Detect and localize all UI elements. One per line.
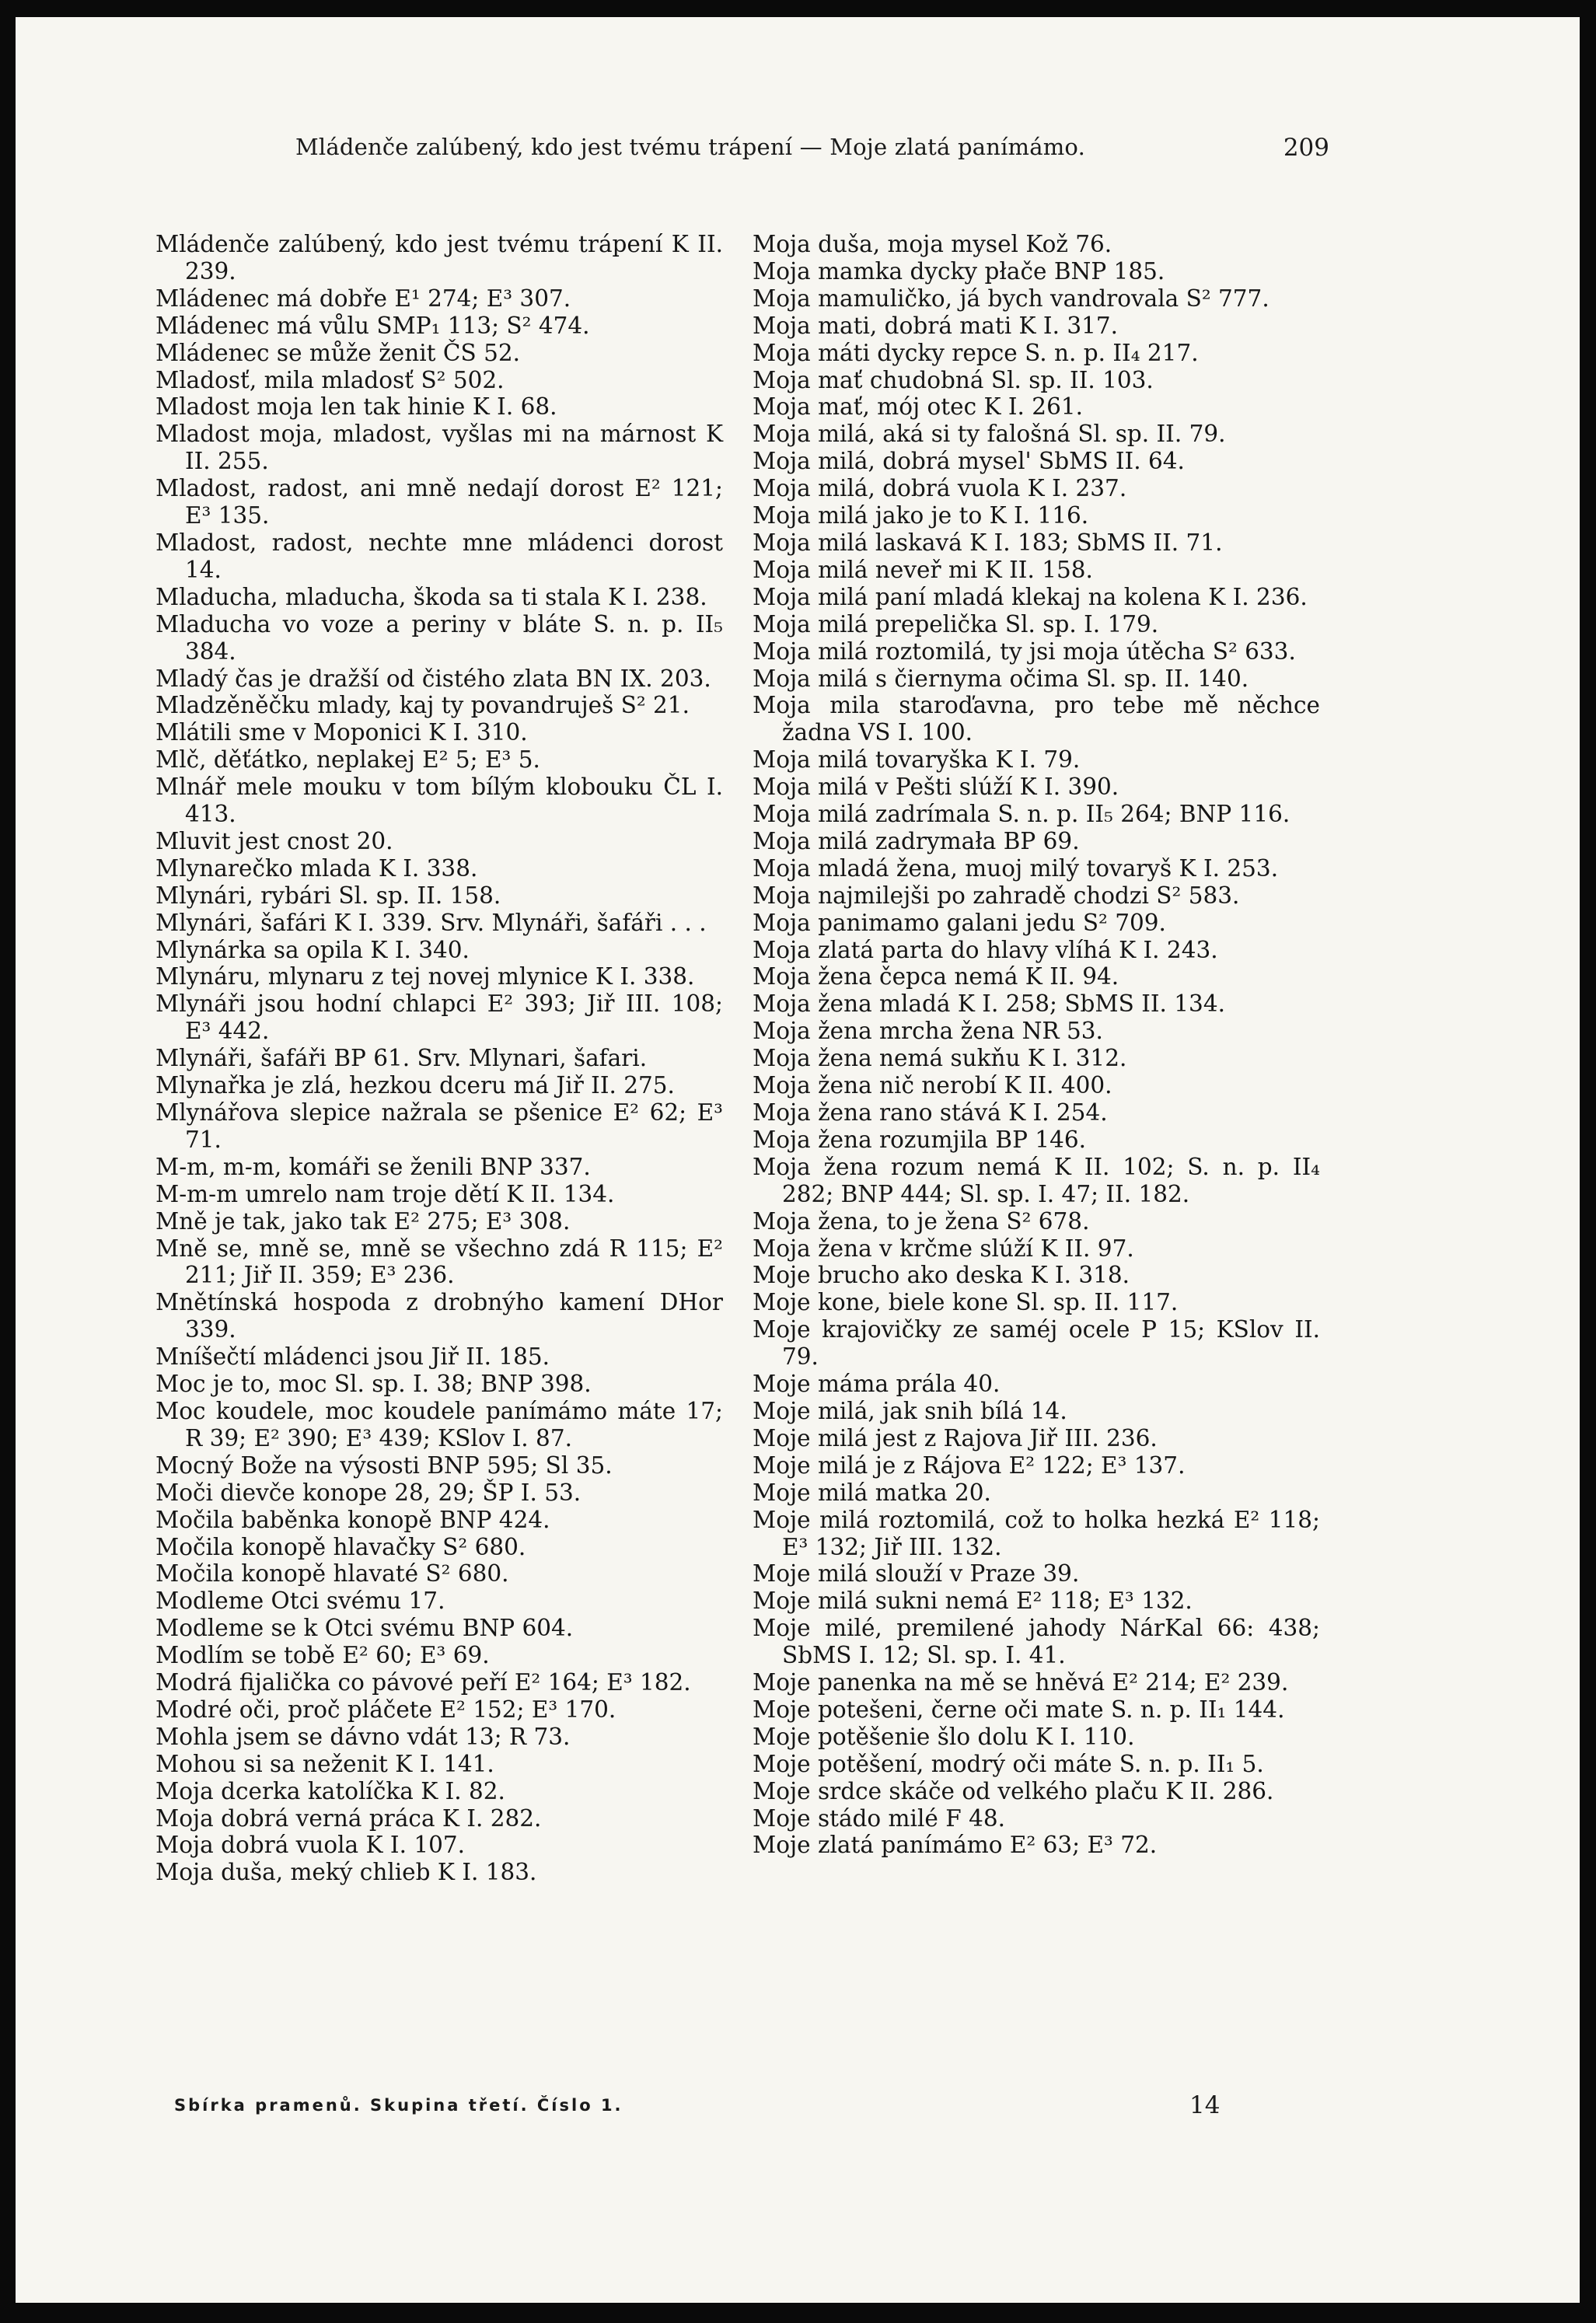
index-entry: Moja žena mrcha žena NR 53. xyxy=(753,1018,1103,1045)
index-entry: Moja máti dycky repce S. n. p. II₄ 217. xyxy=(753,339,1199,366)
index-entry: Moja žena nemá sukňu K I. 312. xyxy=(753,1045,1127,1072)
index-entry: Mladost moja, mladost, vyšlas mi na márnost K II. 255. xyxy=(155,421,723,475)
page-number: 209 xyxy=(1283,134,1329,162)
index-entry: Moje panenka na mě se hněvá E² 214; E² 239. xyxy=(753,1669,1289,1696)
index-entry: Moja žena čepca nemá K II. 94. xyxy=(753,963,1119,990)
index-entry: Moči dievče konope 28, 29; ŠP I. 53. xyxy=(155,1479,581,1506)
index-entry: Moja najmilejši po zahradě chodzi S² 583. xyxy=(753,882,1240,909)
index-entry: Mlynári, šafári K I. 339. Srv. Mlynáři, šafáři . . . xyxy=(155,909,707,936)
index-entry: Moja milá roztomilá, ty jsi moja útěcha S² 633. xyxy=(753,638,1296,665)
index-entry: Moc je to, moc Sl. sp. I. 38; BNP 398. xyxy=(155,1371,592,1398)
index-entry: Mladucha vo voze a periny v bláte S. n. p. II₅ 384. xyxy=(155,610,723,665)
index-entry: Moja dobrá vuola K I. 107. xyxy=(155,1832,466,1859)
index-entry: Modré oči, proč pláčete E² 152; E³ 170. xyxy=(155,1696,616,1723)
index-entry: Mohla jsem se dávno vdát 13; R 73. xyxy=(155,1723,571,1750)
index-entry: Mladost, radost, nechte mne mládenci dorost 14. xyxy=(155,529,723,583)
index-entry: Moja žena mladá K I. 258; SbMS II. 134. xyxy=(753,990,1225,1018)
index-entry: Moje kone, biele kone Sl. sp. II. 117. xyxy=(753,1289,1179,1316)
running-header: Mládenče zalúbený, kdo jest tvému trápení — Moje zlatá panímámo. xyxy=(295,134,1086,160)
index-entry: Moja milá tovaryška K I. 79. xyxy=(753,746,1081,774)
index-entry: Moje milá je z Rájova E² 122; E³ 137. xyxy=(753,1451,1186,1479)
index-entry: Modlím se tobě E² 60; E³ 69. xyxy=(155,1642,490,1669)
index-entry: Močila konopě hlavačky S² 680. xyxy=(155,1533,526,1560)
index-entry: Mlátili sme v Moponici K I. 310. xyxy=(155,719,528,746)
index-entry: Moje milá jest z Rajova Jiř III. 236. xyxy=(753,1424,1158,1451)
index-entry: Moja zlatá parta do hlavy vlíhá K I. 243. xyxy=(753,936,1218,963)
index-entry: Mlnář mele mouku v tom bílým klobouku ČL I. 413. xyxy=(155,774,723,828)
index-entry: Moja duša, moja mysel Kož 76. xyxy=(753,231,1112,257)
index-entry: Moje srdce skáče od velkého plaču K II. 286. xyxy=(753,1777,1274,1804)
index-entry: Moje milá sukni nemá E² 118; E³ 132. xyxy=(753,1588,1193,1615)
index-entry: Mocný Bože na výsosti BNP 595; Sl 35. xyxy=(155,1451,613,1479)
index-entry: Modrá fijalička co pávové peří E² 164; E³ 182. xyxy=(155,1669,691,1696)
page xyxy=(16,17,1580,2303)
index-entry: Mlynárka sa opila K I. 340. xyxy=(155,936,470,963)
index-entry: Modleme Otci svému 17. xyxy=(155,1588,445,1615)
index-entry: Mlynári, rybári Sl. sp. II. 158. xyxy=(155,882,501,909)
index-entry: Moja žena nič nerobí K II. 400. xyxy=(753,1072,1112,1099)
index-entry: Moja milá paní mladá klekaj na kolena K I. 236. xyxy=(753,583,1308,610)
index-entry: Mladost moja len tak hinie K I. 68. xyxy=(155,393,557,421)
index-entry: Moja žena rano stává K I. 254. xyxy=(753,1099,1108,1126)
index-entry: Mlynarečko mlada K I. 338. xyxy=(155,854,478,882)
index-entry: Moja milá s čiernyma očima Sl. sp. II. 140. xyxy=(753,665,1249,692)
index-entry: Moja milá, dobrá mysel' SbMS II. 64. xyxy=(753,448,1185,475)
index-entry: Moja mať, mój otec K I. 261. xyxy=(753,393,1083,421)
index-entry: Moja dobrá verná práca K I. 282. xyxy=(155,1804,542,1832)
index-entry: Mně se, mně se, mně se všechno zdá R 115; E² 211; Jiř II. 359; E³ 236. xyxy=(155,1235,723,1289)
index-entry: Moja žena v krčme slúží K II. 97. xyxy=(753,1235,1134,1262)
index-entry: Mladost, radost, ani mně nedají dorost E² 121; E³ 135. xyxy=(155,475,723,529)
index-entry: Mlynáru, mlynaru z tej novej mlynice K I. 338. xyxy=(155,963,695,990)
index-entry: Mlynářova slepice nažrala se pšenice E² 62; E³ 71. xyxy=(155,1099,723,1153)
index-entry: Mníšečtí mládenci jsou Jiř II. 185. xyxy=(155,1343,550,1371)
index-entry: Moja milá prepelička Sl. sp. I. 179. xyxy=(753,610,1159,638)
index-entry: Moja mať chudobná Sl. sp. II. 103. xyxy=(753,366,1154,393)
index-entry: Mladý čas je dražší od čistého zlata BN IX. 203. xyxy=(155,665,711,692)
index-entry: Moja mati, dobrá mati K I. 317. xyxy=(753,312,1119,339)
index-entry: Mládenec má vůlu SMP₁ 113; S² 474. xyxy=(155,312,590,339)
index-entry: Moje milá roztomilá, což to holka hezká E² 118; E³ 132; Jiř III. 132. xyxy=(753,1506,1320,1560)
index-entry: Mládenče zalúbený, kdo jest tvému trápení K II. 239. xyxy=(155,231,723,285)
footer-signature: 14 xyxy=(1189,2091,1221,2119)
index-entry: Moje zlatá panímámo E² 63; E³ 72. xyxy=(753,1832,1158,1859)
index-entry: Moja milá v Pešti slúží K I. 390. xyxy=(753,774,1119,801)
index-entry: Mohou si sa neženit K I. 141. xyxy=(155,1750,494,1777)
index-entry: Moc koudele, moc koudele panímámo máte 17; R 39; E² 390; E³ 439; KSlov I. 87. xyxy=(155,1397,723,1451)
index-entry: Moje brucho ako deska K I. 318. xyxy=(753,1262,1130,1289)
index-entry: M-m, m-m, komáři se ženili BNP 337. xyxy=(155,1153,591,1180)
right-column xyxy=(753,231,1320,1859)
index-entry: Moja dcerka katolíčka K I. 82. xyxy=(155,1777,505,1804)
index-entry: Moja žena, to je žena S² 678. xyxy=(753,1207,1090,1235)
index-entry: Moje milá, jak snih bílá 14. xyxy=(753,1397,1067,1424)
index-entry: Mladucha, mladucha, škoda sa ti stala K I. 238. xyxy=(155,583,707,610)
index-entry: Moje máma prála 40. xyxy=(753,1371,1001,1398)
index-entry: Moje milé, premilené jahody NárKal 66: 438; SbMS I. 12; Sl. sp. I. 41. xyxy=(753,1615,1320,1669)
index-entry: Moja mamka dycky płače BNP 185. xyxy=(753,257,1165,285)
index-entry: Močila baběnka konopě BNP 424. xyxy=(155,1506,550,1533)
index-entry: Modleme se k Otci svému BNP 604. xyxy=(155,1615,574,1642)
index-entry: Moje potěšení, modrý oči máte S. n. p. II₁ 5. xyxy=(753,1750,1264,1777)
index-entry: Moje milá slouží v Praze 39. xyxy=(753,1560,1080,1588)
index-entry: Moja žena rozumjila BP 146. xyxy=(753,1126,1086,1153)
index-entry: Moja mila staroďavna, pro tebe mě něchce žadna VS I. 100. xyxy=(753,692,1320,746)
index-entry: M-m-m umrelo nam troje dětí K II. 134. xyxy=(155,1180,615,1207)
index-entry: Moja mladá žena, muoj milý tovaryš K I. 253. xyxy=(753,854,1279,882)
index-entry: Moje potěšenie šlo dolu K I. 110. xyxy=(753,1723,1135,1750)
index-entry: Moja milá neveř mi K II. 158. xyxy=(753,556,1093,583)
index-entry: Mlynařka je zlá, hezkou dceru má Jiř II. 275. xyxy=(155,1072,675,1099)
index-entry: Moje potešeni, černe oči mate S. n. p. II₁ 144. xyxy=(753,1696,1285,1723)
index-entry: Moja žena rozum nemá K II. 102; S. n. p. II₄ 282; BNP 444; Sl. sp. I. 47; II. 182. xyxy=(753,1153,1320,1207)
index-entry: Mladosť, mila mladosť S² 502. xyxy=(155,366,505,393)
index-entry: Moja panimamo galani jedu S² 709. xyxy=(753,909,1166,936)
index-entry: Mlynáři jsou hodní chlapci E² 393; Jiř III. 108; E³ 442. xyxy=(155,990,723,1045)
index-entry: Močila konopě hlavaté S² 680. xyxy=(155,1560,509,1588)
index-entry: Moja milá zadrímala S. n. p. II₅ 264; BNP 116. xyxy=(753,801,1290,828)
index-entry: Moja milá jako je to K I. 116. xyxy=(753,502,1089,529)
index-entry: Moja milá zadrymała BP 69. xyxy=(753,827,1080,854)
index-entry: Mně je tak, jako tak E² 275; E³ 308. xyxy=(155,1207,571,1235)
index-entry: Moja milá, aká si ty falošná Sl. sp. II. 79. xyxy=(753,421,1226,448)
index-entry: Moje milá matka 20. xyxy=(753,1479,991,1506)
index-entry: Moja milá laskavá K I. 183; SbMS II. 71. xyxy=(753,529,1223,556)
index-entry: Mládenec má dobře E¹ 274; E³ 307. xyxy=(155,285,571,312)
footer-series: Sbírka pramenů. Skupina třetí. Číslo 1. xyxy=(174,2096,623,2115)
index-entry: Mládenec se může ženit ČS 52. xyxy=(155,339,520,366)
index-entry: Mluvit jest cnost 20. xyxy=(155,827,393,854)
index-entry: Mlynáři, šafáři BP 61. Srv. Mlynari, šafari. xyxy=(155,1045,648,1072)
index-entry: Mlč, děťátko, neplakej E² 5; E³ 5. xyxy=(155,746,540,774)
index-entry: Mladzěněčku mlady, kaj ty povandruješ S² 21. xyxy=(155,692,690,719)
left-column xyxy=(155,231,723,1886)
index-entry: Moja milá, dobrá vuola K I. 237. xyxy=(753,475,1127,502)
index-entry: Mnětínská hospoda z drobnýho kamení DHor 339. xyxy=(155,1289,723,1343)
index-entry: Moja mamuličko, já bych vandrovala S² 777. xyxy=(753,285,1269,312)
index-entry: Moje krajovičky ze saméj ocele P 15; KSlov II. 79. xyxy=(753,1316,1320,1371)
index-entry: Moje stádo milé F 48. xyxy=(753,1804,1005,1832)
index-entry: Moja duša, meký chlieb K I. 183. xyxy=(155,1859,537,1886)
